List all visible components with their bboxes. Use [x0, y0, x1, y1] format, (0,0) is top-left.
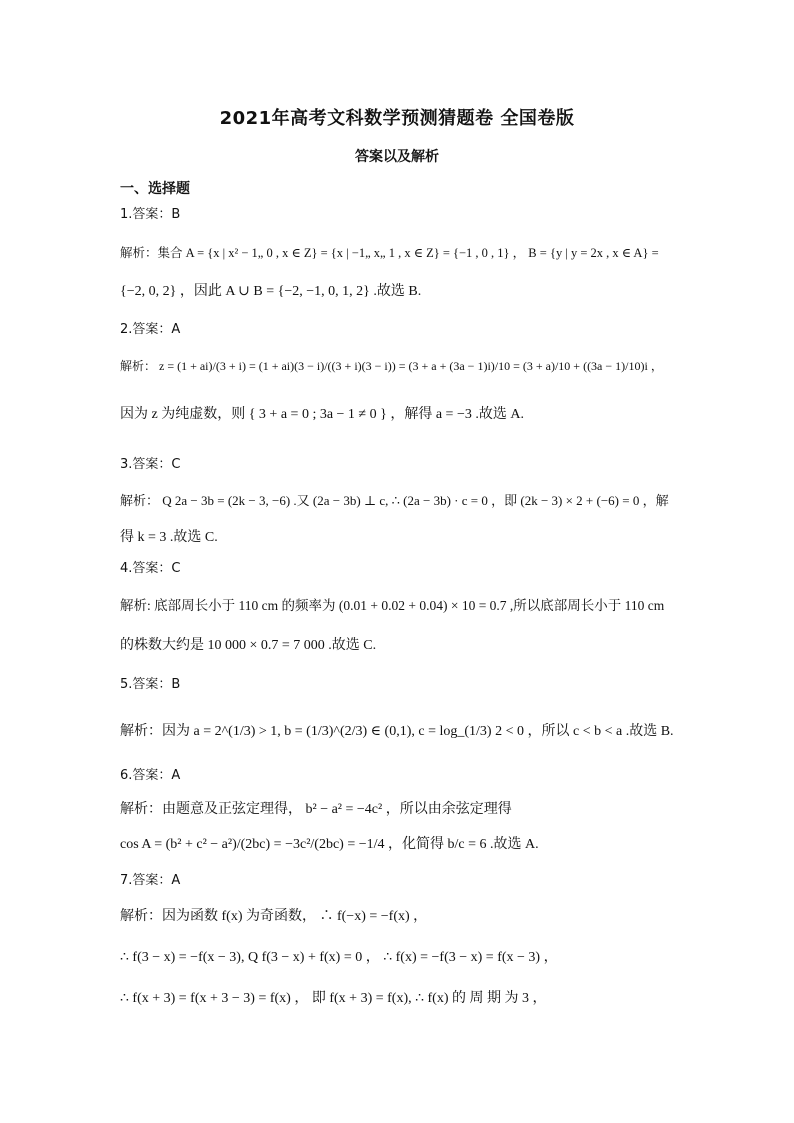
answer-5-explanation-line-1: 解析：因为 a = 2^(1/3) > 1, b = (1/3)^(2/3) ∈ (0,1), c = log_(1/3) 2 < 0 ，所以 c < b < a .故选 B.: [120, 724, 674, 739]
answer-2-explanation-line-1: 解析： z = (1 + ai)/(3 + i) = (1 + ai)(3 − i)/((3 + i)(3 − i)) = (3 + a + (3a − 1)i)/10 = (3 + a)/10 + ((3a − 1)/10)i ，: [120, 359, 663, 373]
answer-7-explanation-line-2: ∴ f(3 − x) = −f(x − 3), Q f(3 − x) + f(x) = 0 ， ∴ f(x) = −f(3 − x) = f(x − 3) ，: [120, 950, 558, 965]
document-subtitle: 答案以及解析: [355, 149, 439, 165]
answer-5-label: 5.答案：B: [120, 677, 181, 692]
answer-7-explanation-line-1: 解析：因为函数 f(x) 为奇函数， ∴ f(−x) = −f(x) ，: [120, 909, 428, 924]
answer-3-explanation-line-1: 解析： Q 2a − 3b = (2k − 3, −6) .又 (2a − 3b) ⊥ c, ∴ (2a − 3b) · c = 0 ，即 (2k − 3) × 2 + (−6) = 0 ，解: [120, 493, 669, 508]
section-heading: 一、选择题: [120, 181, 190, 197]
answer-1-explanation-line-2: {−2, 0, 2} ，因此 A ∪ B = {−2, −1, 0, 1, 2} .故选 B.: [120, 284, 422, 299]
answer-3-label: 3.答案：C: [120, 457, 181, 472]
answer-1-label: 1.答案：B: [120, 207, 181, 222]
answer-4-explanation-line-1: 解析: 底部周长小于 110 cm 的频率为 (0.01 + 0.02 + 0.04) × 10 = 0.7 ,所以底部周长小于 110 cm: [120, 598, 665, 613]
answer-7-explanation-line-3: ∴ f(x + 3) = f(x + 3 − 3) = f(x) ， 即 f(x + 3) = f(x), ∴ f(x) 的 周 期 为 3 ，: [120, 991, 547, 1006]
answer-4-explanation-line-2: 的株数大约是 10 000 × 0.7 = 7 000 .故选 C.: [120, 638, 377, 653]
answer-1-explanation-line-1: 解析：集合 A = {x | x² − 1„ 0 , x ∈ Z} = {x | −1„ x„ 1 , x ∈ Z} = {−1 , 0 , 1} ， B = {y | y = 2x , x ∈ A} =: [120, 246, 659, 260]
answer-6-explanation-line-1: 解析：由题意及正弦定理得， b² − a² = −4c² ，所以由余弦定理得: [120, 802, 512, 817]
answer-2-label: 2.答案：A: [120, 322, 181, 337]
answer-7-label: 7.答案：A: [120, 873, 181, 888]
answer-4-label: 4.答案：C: [120, 561, 181, 576]
answer-2-explanation-line-2: 因为 z 为纯虚数，则 { 3 + a = 0 ; 3a − 1 ≠ 0 } ，解得 a = −3 .故选 A.: [120, 407, 524, 422]
answer-6-explanation-line-2: cos A = (b² + c² − a²)/(2bc) = −3c²/(2bc) = −1/4 ，化简得 b/c = 6 .故选 A.: [120, 837, 539, 852]
answer-6-label: 6.答案：A: [120, 768, 181, 783]
answer-3-explanation-line-2: 得 k = 3 .故选 C.: [120, 530, 218, 545]
document-title: 2021年高考文科数学预测猜题卷 全国卷版: [219, 108, 575, 129]
